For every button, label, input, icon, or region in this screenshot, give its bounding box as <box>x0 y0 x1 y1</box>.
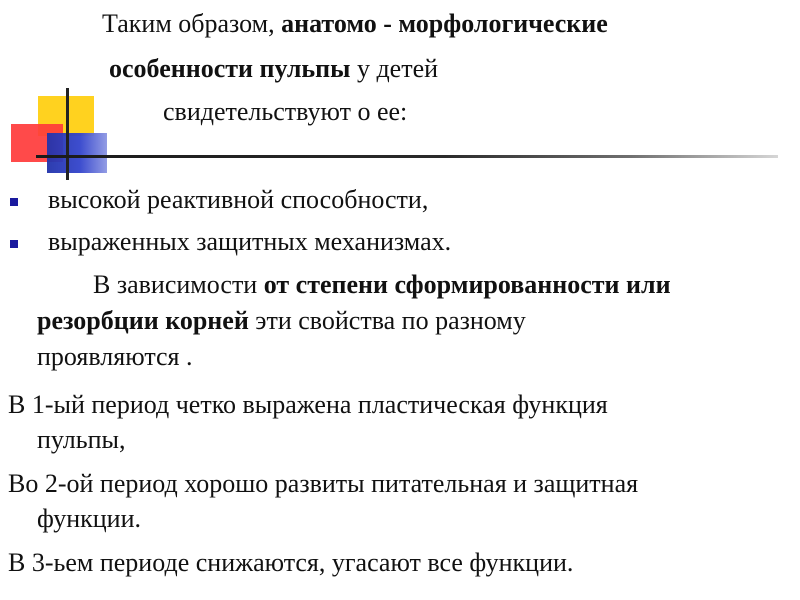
title-line-2-bold: особенности пульпы <box>109 54 351 83</box>
bullet-item-2 <box>48 226 451 257</box>
bullet-item-2-text: выраженных защитных механизмах. <box>48 227 452 256</box>
title-underline <box>36 155 778 158</box>
bullet-item-1 <box>48 184 428 215</box>
decor-blue-square <box>47 133 107 173</box>
title-line-2 <box>109 53 438 84</box>
title-line-3: свидетельствуют о ее: <box>163 97 408 126</box>
period-2-line-2: функции. <box>37 504 141 533</box>
paragraph-line-1-bold: от степени сформированности или <box>263 270 671 299</box>
paragraph-line-2-rest: эти свойства по разному <box>248 306 526 335</box>
title-line-2-rest: у детей <box>350 54 439 83</box>
paragraph-line-1-prefix: В зависимости <box>93 270 264 299</box>
decor-vertical-line <box>66 88 69 180</box>
title-line-1 <box>102 8 608 39</box>
title-line-1-prefix: Таким образом, <box>102 9 282 38</box>
paragraph-line-1 <box>93 268 671 302</box>
period-3-line-1: В 3-ьем периоде снижаются, угасают все функции. <box>8 548 574 577</box>
paragraph-line-2-bold: резорбции корней <box>37 306 249 335</box>
bullet-marker-icon <box>10 240 18 248</box>
period-1-line-2: пульпы, <box>37 425 126 454</box>
period-2-line-1: Во 2-ой период хорошо развиты питательная и защитная <box>8 469 639 498</box>
period-1-line-1: В 1-ый период четко выражена пластическая функция <box>8 390 608 419</box>
paragraph-line-3: проявляются . <box>37 342 193 371</box>
paragraph-line-2 <box>37 304 526 338</box>
bullet-marker-icon <box>10 198 18 206</box>
bullet-item-1-text: высокой реактивной способности, <box>48 185 429 214</box>
title-line-1-bold: анатомо - морфологические <box>281 9 608 38</box>
